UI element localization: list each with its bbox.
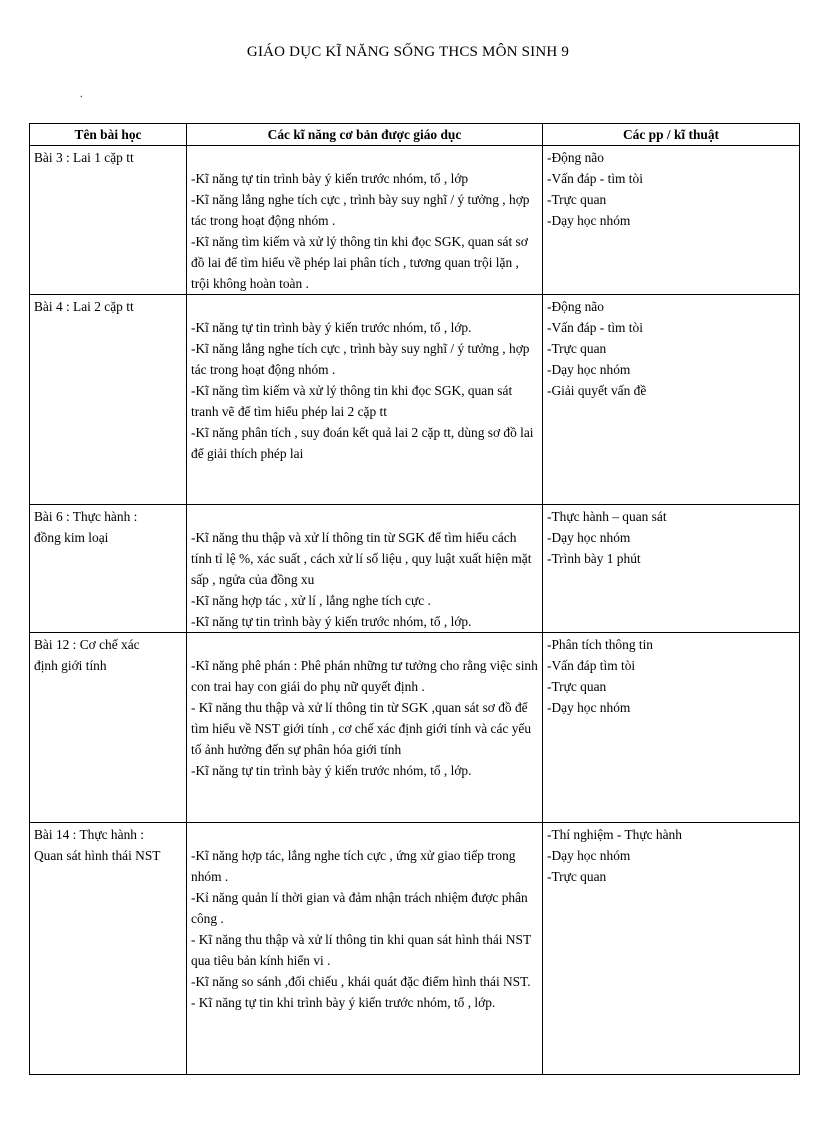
method-item: -Dạy học nhóm: [547, 848, 631, 863]
skill-item: -Kĩ năng tự tin trình bày ý kiến trước nhóm, tổ , lớp.: [191, 320, 472, 335]
skill-item: -Kĩ năng phân tích , suy đoán kết quả lai 2 cặp tt, dùng sơ đồ lai để giải thích phép lai: [191, 425, 534, 461]
header-skills: Các kĩ năng cơ bản được giáo dục: [187, 124, 543, 146]
dot-mark: .: [80, 89, 83, 100]
skill-item: - Kĩ năng thu thập và xử lí thông tin khi quan sát hình thái NST qua tiêu bản kính hiển vi .: [191, 932, 531, 968]
lesson-name: Bài 3 : Lai 1 cặp tt: [34, 150, 134, 165]
method-item: -Vấn đáp - tìm tòi: [547, 320, 643, 335]
lesson-cell: [30, 505, 187, 633]
methods-cell: [543, 295, 800, 505]
method-item: -Giải quyết vấn đề: [547, 383, 647, 398]
header-row: [30, 124, 800, 146]
lesson-cell: [30, 295, 187, 505]
skill-item: -Kỉ năng quản lí thời gian và đảm nhận trách nhiệm được phân công .: [191, 890, 528, 926]
skill-item: -Kĩ năng so sánh ,đối chiếu , khái quát đặc điểm hình thái NST.: [191, 974, 531, 989]
skill-item: - Kĩ năng thu thập và xử lí thông tin từ SGK ,quan sát sơ đồ để tìm hiểu về NST giới tính , cơ chế xác định giới tính và các yếu tố ảnh hưởng đến sự phân hóa giới tính: [191, 700, 532, 757]
lesson-name: Bài 4 : Lai 2 cặp tt: [34, 299, 134, 314]
method-item: -Trực quan: [547, 679, 607, 694]
skill-item: - Kĩ năng tự tin khi trình bày ý kiến trước nhóm, tổ , lớp.: [191, 995, 496, 1010]
table-row: [30, 505, 800, 633]
skill-item: -Kĩ năng tự tin trình bày ý kiến trước nhóm, tổ , lớp: [191, 171, 469, 186]
skills-cell: [187, 295, 543, 505]
method-item: -Động não: [547, 150, 604, 165]
skills-cell: [187, 505, 543, 633]
method-item: -Dạy học nhóm: [547, 530, 631, 545]
lesson-name: Bài 14 : Thực hành :: [34, 827, 145, 842]
method-item: -Trực quan: [547, 192, 607, 207]
skill-item: -Kĩ năng lắng nghe tích cực , trình bày suy nghĩ / ý tưởng , hợp tác trong hoạt động nhóm .: [191, 192, 530, 228]
skill-item: -Kĩ năng phê phán : Phê phán những tư tưởng cho rằng việc sinh con trai hay con giái do phụ nữ quyết định .: [191, 658, 538, 694]
methods-cell: [543, 505, 800, 633]
skills-cell: [187, 823, 543, 1075]
skill-item: -Kĩ năng hợp tác, lắng nghe tích cực , ứng xử giao tiếp trong nhóm .: [191, 848, 516, 884]
lesson-name: đồng kim loại: [34, 530, 109, 545]
lesson-name: Bài 12 : Cơ chế xác: [34, 637, 140, 652]
lesson-cell: [30, 146, 187, 295]
skill-item: -Kĩ năng tự tin trình bày ý kiến trước nhóm, tổ , lớp.: [191, 614, 472, 629]
lesson-name: Quan sát hình thái NST: [34, 848, 161, 863]
table-row: [30, 146, 800, 295]
method-item: -Trực quan: [547, 869, 607, 884]
lesson-cell: [30, 823, 187, 1075]
method-item: -Động não: [547, 299, 604, 314]
method-item: -Dạy học nhóm: [547, 362, 631, 377]
header-methods: Các pp / kĩ thuật: [543, 124, 800, 146]
methods-cell: [543, 823, 800, 1075]
method-item: -Thực hành – quan sát: [547, 509, 667, 524]
lesson-table: [29, 123, 800, 1075]
methods-cell: [543, 633, 800, 823]
method-item: -Dạy học nhóm: [547, 213, 631, 228]
method-item: -Thí nghiệm - Thực hành: [547, 827, 682, 842]
table-row: [30, 633, 800, 823]
skill-item: -Kĩ năng hợp tác , xử lí , lắng nghe tích cực .: [191, 593, 431, 608]
method-item: -Phân tích thông tin: [547, 637, 654, 652]
lesson-name: Bài 6 : Thực hành :: [34, 509, 138, 524]
header-lesson: Tên bài học: [30, 124, 187, 146]
lesson-cell: [30, 633, 187, 823]
skill-item: -Kĩ năng thu thập và xử lí thông tin từ SGK để tìm hiểu cách tính tỉ lệ %, xác suất , cách xử lí số liệu , quy luật xuất hiện mặt sấp , ngửa của đồng xu: [191, 530, 532, 587]
method-item: -Vấn đáp tìm tòi: [547, 658, 636, 673]
skills-cell: [187, 146, 543, 295]
method-item: -Dạy học nhóm: [547, 700, 631, 715]
method-item: -Vấn đáp - tìm tòi: [547, 171, 643, 186]
skill-item: -Kĩ năng lắng nghe tích cực , trình bày suy nghĩ / ý tưởng , hợp tác trong hoạt động nhóm .: [191, 341, 530, 377]
skill-item: -Kĩ năng tự tin trình bày ý kiến trước nhóm, tổ , lớp.: [191, 763, 472, 778]
method-item: -Trình bày 1 phút: [547, 551, 641, 566]
table-row: [30, 823, 800, 1075]
skills-cell: [187, 633, 543, 823]
method-item: -Trực quan: [547, 341, 607, 356]
methods-cell: [543, 146, 800, 295]
table-row: [30, 295, 800, 505]
skill-item: -Kĩ năng tìm kiếm và xử lý thông tin khi đọc SGK, quan sát sơ đồ lai để tìm hiểu về phép lai phân tích , tương quan trội lặn , trội không hoàn toàn .: [191, 234, 528, 291]
page-title: GIÁO DỤC KĨ NĂNG SỐNG THCS MÔN SINH 9: [246, 44, 570, 60]
skill-item: -Kĩ năng tìm kiếm và xử lý thông tin khi đọc SGK, quan sát tranh vẽ để tìm hiểu phép lai 2 cặp tt: [191, 383, 513, 419]
lesson-name: định giới tính: [34, 658, 107, 673]
